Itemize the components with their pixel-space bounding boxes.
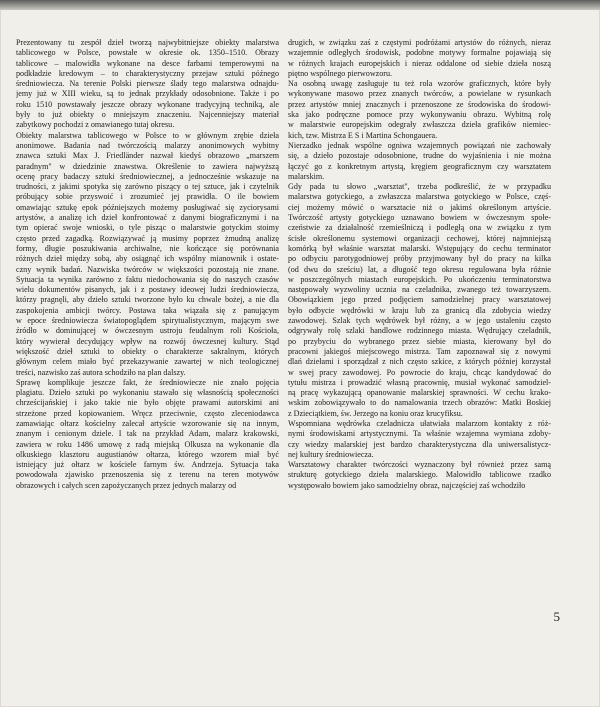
text-line: ścisłe określonemu systemowi organizacji cechowej, której najmniejszą [288,233,551,243]
text-line: tablicowego w Polsce, powstałe w okresie ok. 1350–1510. Obrazy [16,48,279,58]
text-line: ną pracę wykazującą opanowanie malarskiej sprawności. W cechu krako- [288,388,551,398]
text-line: piętno wspólnego pierwowzoru. [288,68,393,78]
text-line: wykonywane masowo przez znanych twórców, a powielane w rysunkach [288,89,551,99]
text-line: wskim zobowiązywało to do namalowania trzech obrazów: Matki Boskiej [288,398,551,408]
text-line: w poszczególnych miastach europejskich. Po ukończeniu terminatorstwa [288,274,551,284]
text-line: malarstwa gotyckiego, a zwłaszcza malarstwa gotyckiego w Polsce, częś- [288,192,551,202]
text-line: następowały wyzwoliny ucznia na czeladnika, zwanego też towarzyszem. [288,285,551,295]
text-line: Prezentowany tu zespół dzieł tworzą najwybitniejsze obiekty malarstwa [16,38,279,47]
text-line: było odbycie wędrówki w kraju lub za granicą dla zdobycia wiedzy [288,305,551,315]
text-line: znanym i cenionym dziele. I tak na przykład Adam, malarz krakowski, [16,429,279,439]
text-line: obrazowych i całych scen zapożyczanych przez jednych malarzy od [16,480,237,490]
text-line: zabytkowy pochodzi z omawianego tutaj okresu. [16,120,175,130]
text-line: zamawiając ołtarz kościelny zalecał artyście wzorowanie się na innym, [16,418,279,428]
text-line: Twórczość artysty gotyckiego uznawano bowiem w ówczesnym społe- [288,213,551,223]
text-line: Na osobną uwagę zasługuje tu też rola wzorów graficznych, które były [288,79,551,89]
text-line: anonimowe. Badania nad twórczością malarzy anonimowych wybitny [16,140,279,150]
text-line: Nierzadko jednak wspólne ogniwa wzajemnych powiązań nie zachowały [288,140,551,150]
text-line: olkuskiego klasztoru augustianów ołtarza, którego wzorem miał być [16,449,279,459]
text-line: zawodowej. Szlak tych wędrówek był różny, a w jego ustaleniu często [288,316,551,326]
text-line: odgrywały rolę szlaki handlowe rodzinnego miasta. Wędrujący czeladnik, [288,326,551,336]
text-line: po przybyciu do wybranego przez siebie miasta, kierowany był do [288,336,551,346]
text-line: źródło w dominującej w ówczesnym ustroju feudalnym roli Kościoła, [16,326,279,336]
text-line: próbujący sobie przyswoić i zrozumieć jej prawidła. O ile bowiem [16,192,279,202]
text-line: paradnym" w dziedzinie znawstwa. Określenie to zawiera najwyższą [16,161,279,171]
text-line: podkładzie kredowym – to charakterystyczny przejaw sztuki późnego [16,68,279,78]
text-line: wzajemnie odległych środowisk, podobne motywy formalne pojawiają się [288,48,551,58]
text-line: po odbyciu parotygodniowej próby przyjmowany był do pracy na kilka [288,254,551,264]
text-line: w swej pracy zawodowej. Po powrocie do kraju, chcąc kandydować do [288,367,551,377]
text-line: formy, długie poszukiwania archiwalne, nie kończące się porównania [16,243,279,253]
text-line: czny wynik badań. Nazwiska twórców w większości pozostają nie znane. [16,264,279,274]
text-line: zaspokojenia ambicji twórcy. Postawa taka wiązała się z panującym [16,305,279,315]
text-line: drugich, w związku zaś z częstymi podróżami artystów do różnych, nieraz [288,38,551,47]
text-line: istniejący już ołtarz w kościele farnym św. Andrzeja. Sytuacja taka [16,460,279,470]
text-column-right [288,38,551,491]
text-column-left [16,38,279,491]
text-line: malarskim. [288,171,325,181]
text-line: różnych dzieł między sobą, aby osiągnąć ich wspólny mianownik i ostate- [16,254,279,264]
text-line: dlań dziełami i sporządzał z nich często szkice, z których później korzystał [288,357,551,367]
text-line: trudności, z jakimi spotyka się zarówno piszący o tej sztuce, jak i czytelnik [16,182,279,192]
text-line: Obowiązkiem jego przed podjęciem samodzielnej pracy warsztatowej [288,295,551,305]
text-line: Obiekty malarstwa tablicowego w Polsce to w głównym zrębie dzieła [16,130,279,140]
text-line: były to już obiekty o mniejszym znaczeniu. Najcenniejszy materiał [16,110,279,120]
text-line: komórką był właśnie warsztat malarski. Wstępujący do cechu terminator [288,243,551,253]
text-line: nej kultury średniowiecza. [288,449,374,459]
text-line: chrześcijańskiej i jako takie nie było objęte prawami autorskimi ani [16,398,279,408]
text-line: w malarstwie europejskim odegrały zwłaszcza dzieła grafików niemiec- [288,120,551,130]
text-line: plagiatu. Dzieło sztuki po wykonaniu stawało się własnością społeczności [16,388,279,398]
text-line: omawiając sztukę epok późniejszych możemy posługiwać się zyciorysami [16,202,279,212]
text-line: Sytuacja ta wynika zarówno z faktu niedochowania się do naszych czasów [16,274,279,284]
text-line: pracowni jakiegoś miejscowego mistrza. Tam zapoznawał się z nowymi [288,346,551,356]
text-line: strukturę gotyckiego dzieła malarskiego. Malowidło tablicowe rzadko [288,470,551,480]
text-line: treści, nazwisko zaś autora schodziło na plan dalszy. [16,367,186,377]
text-line: przez artystów mniej znacznych i przenoszone ze środowiska do środowi- [288,99,551,109]
text-line: często przed zagadką. Rozwiązywać ją musimy poprzez żmudną analizę [16,233,279,243]
text-line: głównym celem miało być przekazywanie zawartej w nich teologicznej [16,357,279,367]
text-line: roku 1510 powstawały jeszcze obrazy wykonane tradycyjną techniką, ale [16,99,279,109]
text-line: w różnych krajach europejskich i nieraz oddalone od siebie dzieła noszą [288,58,551,68]
text-line: z Dzieciątkiem, św. Jerzego na koniu oraz krucyfiksu. [288,408,463,418]
text-line: (od dwu do sześciu) lat, a długość tego okresu regulowana była różnie [288,264,551,274]
text-line: artystów, a analizę ich dzieł konfrontować z danymi biograficznymi i na [16,213,279,223]
text-line: się, a dzieło pozostaje odosobnione, trudne do wyjaśnienia i nie można [288,151,551,161]
text-line: ska jako podręczne pomoce przy wykonywaniu obrazu. Wybitną rolę [288,110,551,120]
text-line: znawca sztuki Max J. Friedländer nazwał kiedyś obrazowo „marszem [16,151,279,161]
text-line: nymi środowiskami artystycznymi. Ta właśnie wzajemna wymiana zdoby- [288,429,551,439]
text-line: wielu dokumentów pisanych, jak i z postawy ideowej ludzi średniowiecza, [16,285,279,295]
text-line: Sprawę komplikuje jeszcze fakt, że średniowiecze nie znało pojęcia [16,377,279,387]
text-line: zawiera w roku 1486 umowę z radą miejską Olkusza na wykonanie dla [16,439,279,449]
text-line: jemy już w XIII wieku, są to jednak przykłady odosobnione. Także i po [16,89,279,99]
text-line: tym opierać swoje wnioski, o tyle pisząc o malarstwie gotyckim stoimy [16,223,279,233]
text-line: ocenę pracy badaczy sztuki średniowiecznej, a jednocześnie wskazuje na [16,171,279,181]
text-line: tablicowe – malowidła wykonane na desce farbami temperowymi na [16,58,279,68]
text-line: większość dzieł sztuki to obiekty o charakterze sakralnym, których [16,346,279,356]
text-line: w epoce średniowiecza światopoglądem spirytualistycznym, mającym swe [16,316,279,326]
text-line: czy wiedzy malarskiej jest bardzo charakterystyczna dla uniwersalistycz- [288,439,551,449]
page-top-edge [0,0,600,10]
page-number: 5 [553,609,560,624]
text-line: łączyć go z konkretnym artystą, kręgiem geograficznym czy warsztatem [288,161,551,171]
text-line: kich, tzw. Mistrza E S i Martina Schongauera. [288,130,438,140]
text-line: strzeżone przed kopiowaniem. Wręcz przeciwnie, często zleceniodawca [16,408,279,418]
text-line: średniowiecza. Na terenie Polski pierwsze ślady tego malarstwa odnajdu- [16,79,279,89]
text-line: który wywierał decydujący wpływ na rozwój ówczesnej kultury. Stąd [16,336,279,346]
text-line: ciej możemy mówić o warsztacie niż o jakimś określonym artyście. [288,202,551,212]
text-line: czeństwie za działalność rzemieślniczą i podległą ona w związku z tym [288,223,551,233]
text-line: Wspomniana wędrówka czeladnicza ułatwiała malarzom kontakty z róż- [288,418,551,428]
text-line: tytułu mistrza i prowadzić własną pracownię, musiał wykonać samodziel- [288,377,551,387]
text-line: powodowała zjawisko przenoszenia się z terenu na teren motywów [16,470,279,480]
text-line: Warsztatowy charakter twórczości wyznaczony był również przez samą [288,460,551,470]
text-line: Gdy pada tu słowo „warsztat", trzeba podkreślić, że w przypadku [288,182,551,192]
text-line: występowało bowiem jako samodzielny obraz, najczęściej zaś wchodziło [288,480,526,490]
text-line: którzy pragnęli, aby dzieło sztuki tworzone było ku chwale bożej, a nie dla [16,295,279,305]
